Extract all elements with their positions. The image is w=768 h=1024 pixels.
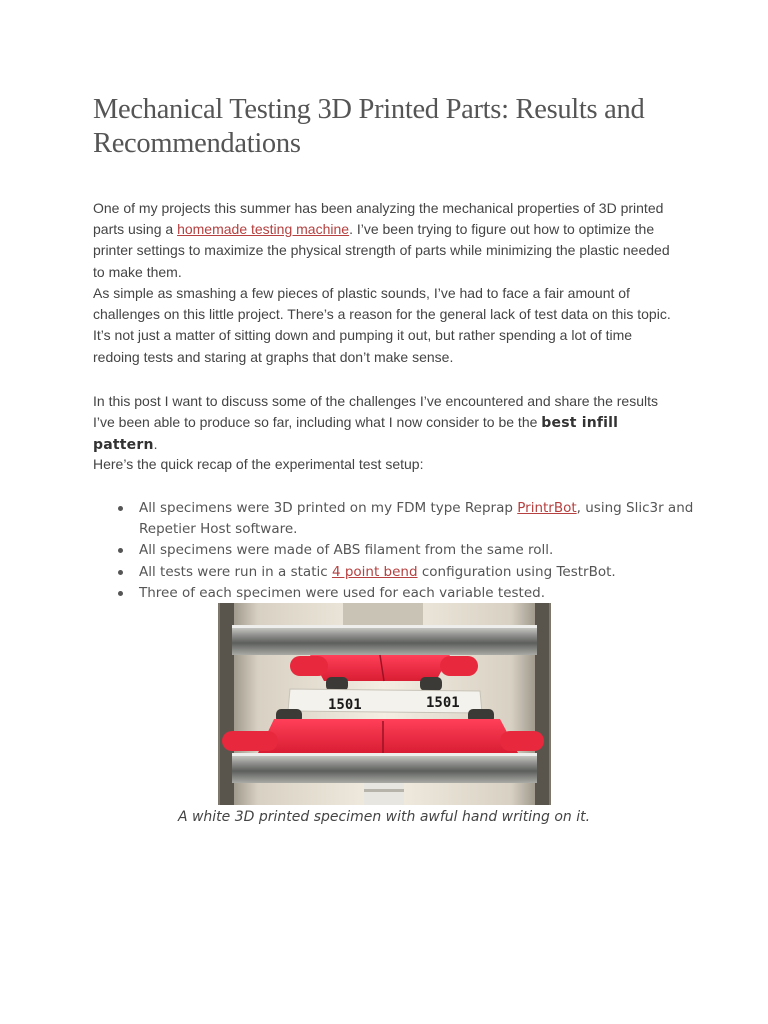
four-point-bend-link[interactable]: 4 point bend — [331, 563, 418, 580]
intro-paragraph — [93, 198, 678, 283]
list-item-text: , using Slic3r and Repetier Host software. — [139, 500, 694, 538]
intro-text-after: . I’ve been trying to figure out how to optimize the printer settings to maximize the physical strength of parts while minimizing the plastic needed to make them. — [93, 221, 670, 280]
specimen-label-right: 1501 — [426, 695, 460, 711]
results-paragraph — [93, 391, 678, 457]
list-item-text: All tests were run in a static — [139, 563, 332, 580]
list-item-text: Three of each specimen were used for each variable tested. — [139, 584, 545, 601]
list-item — [139, 562, 724, 583]
list-item-text: All specimens were 3D printed on my FDM type Reprap — [139, 500, 518, 516]
test-fixture-illustration — [218, 603, 551, 805]
list-item — [139, 540, 724, 561]
setup-list — [93, 498, 724, 604]
intro-text-before: One of my projects this summer has been analyzing the mechanical properties of 3D printed parts using a — [93, 200, 664, 238]
challenges-paragraph: As simple as smashing a few pieces of plastic sounds, I’ve had to face a fair amount of challenges on this little project. There’s a reason for the general lack of test data on this topic. It’s not just a matter of sitting down and pumping it out, but rather spending a lot of time redoing tests and staring at graphs that don’t make sense. — [93, 285, 671, 365]
photo-caption: A white 3D printed specimen with awful hand writing on it. — [177, 809, 591, 825]
list-item-text: configuration using TestrBot. — [417, 563, 616, 580]
printrbot-link[interactable]: PrintrBot — [517, 500, 577, 516]
test-fixture-photo — [218, 603, 551, 805]
results-text-after: . — [153, 436, 158, 453]
list-item-text: All specimens were made of ABS filament from the same roll. — [139, 542, 554, 559]
specimen-label-left: 1501 — [328, 697, 362, 713]
article-title: Mechanical Testing 3D Printed Parts: Results and Recommendations — [93, 94, 645, 159]
list-item — [139, 583, 724, 604]
results-text-before: In this post I want to discuss some of the challenges I’ve encountered and share the results I’ve been able to produce so far, including what I now consider to be the — [93, 393, 658, 431]
recap-paragraph: Here’s the quick recap of the experimental test setup: — [93, 456, 424, 472]
list-item — [139, 498, 724, 540]
homemade-testing-machine-link[interactable]: homemade testing machine — [177, 221, 350, 238]
lower-red-fixture — [258, 719, 518, 753]
best-infill-pattern-emphasis: best infill pattern — [93, 415, 619, 454]
